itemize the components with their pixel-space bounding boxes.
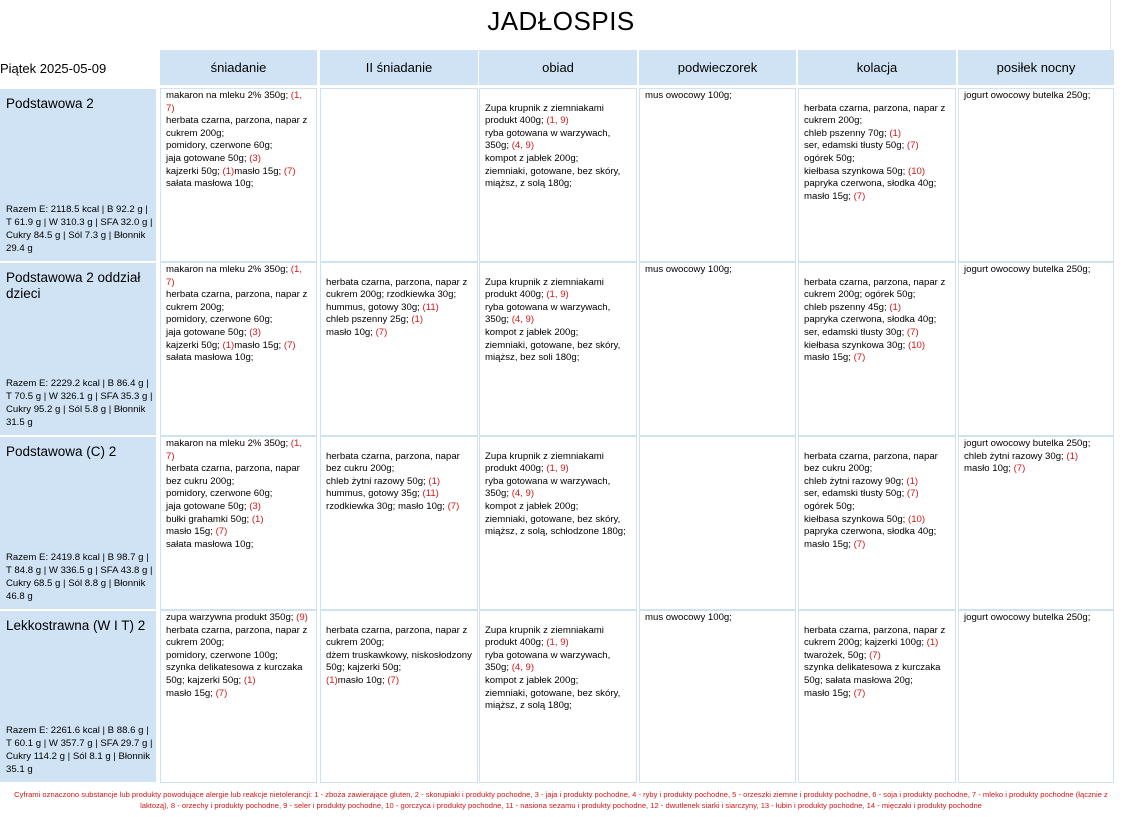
meal-cell-lunch [479,610,637,783]
meal-cell-lunch [479,436,637,610]
allergen-code: (1, 9) [546,463,569,475]
meal-cell-afternoon-snack [639,436,796,610]
meal-text: herbata czarna, parzona, napar z cukrem 200g; chleb pszenny 70g; (1) ser, edamski tłusty 50g; (7) ogórek 50g; kiełbasa szynkowa 50g; (10) papryka czerwona, słodka 40g; masło 15g; (7) [804,102,946,202]
meal-text: mus owocowy 100g; [645,90,732,101]
allergen-code: (7) [215,526,228,538]
diet-row-header [0,263,156,435]
meal-cell-dinner [798,88,956,262]
diet-row-header [0,437,156,609]
meal-text: makaron na mleku 2% 350g; (1, 7) herbata czarna, parzona, napar bez cukru 200g; pomidory, czerwone 60g; jaja gotowane 50g; (3) bułki grahamki 50g; (1) masło 15g; (7) sałata masłowa 10g; [166,438,302,550]
allergen-code: (4, 9) [511,662,535,674]
allergen-code: (1) [243,674,256,686]
allergen-code: (7) [853,352,866,364]
meal-cell-afternoon-snack [639,88,796,262]
page-title: JADŁOSPIS [487,6,635,36]
allergen-code: (1) [251,513,264,525]
meal-cell-night-meal [958,262,1114,436]
allergen-code: (1, 7) [166,264,302,288]
allergen-code: (1) [889,127,902,139]
allergen-code: (7) [869,649,881,661]
allergen-code: (1, 9) [546,637,569,649]
column-header-lunch: obiad [479,50,637,85]
meal-text: herbata czarna, parzona, napar z cukrem 200g; ogórek 50g; chleb pszenny 45g; (1) papryka czerwona, słodka 40g; ser, edamski tłusty 30g; (7) kiełbasa szynkowa 30g; (10) masło 15g; (7) [804,276,946,364]
nutrition-summary: Razem E: 2229.2 kcal | B 86.4 g | T 70.5 g | W 326.1 g | SFA 35.3 g | Cukry 95.2 g | Sól 5.8 g | Błonnik 31.5 g [6,378,153,428]
meal-cell-dinner [798,262,956,436]
meal-text: jogurt owocowy butelka 250g; [964,612,1091,623]
meal-text: mus owocowy 100g; [645,264,732,275]
meal-cell-second-breakfast [320,436,478,610]
divider [1110,0,1111,50]
meal-cell-dinner [798,436,956,610]
allergen-code: (1) [926,637,939,649]
allergen-code: (7) [906,326,919,338]
meal-cell-breakfast [160,436,317,610]
allergen-code: (1) [222,339,235,351]
allergen-code: (1, 7) [166,90,302,114]
meal-cell-second-breakfast [320,610,478,783]
meal-cell-lunch [479,88,637,262]
meal-cell-night-meal [958,88,1114,262]
allergen-code: (10) [908,165,926,177]
meal-cell-dinner [798,610,956,783]
column-header-afternoon-snack: podwieczorek [639,50,796,85]
meal-cell-afternoon-snack [639,610,796,783]
allergen-code: (7) [283,339,296,351]
allergen-code: (1, 9) [546,115,569,127]
allergen-code: (7) [853,190,866,202]
allergen-code: (3) [249,326,261,338]
meal-cell-breakfast [160,88,317,262]
allergen-code: (7) [283,165,296,177]
meal-cell-second-breakfast [320,262,478,436]
allergen-code: (7) [447,500,460,512]
meal-text: jogurt owocowy butelka 250g; [964,90,1091,101]
meal-cell-night-meal [958,610,1114,783]
meal-text: Zupa krupnik z ziemniakami produkt 400g; (1, 9) ryba gotowana w warzywach, 350g; (4, 9) kompot z jabłek 200g; ziemniaki, gotowane, bez skóry, miąższ, z solą 180g; [485,624,621,712]
allergen-code: (9) [296,612,308,623]
diet-name: Podstawowa 2 [6,96,94,111]
allergen-code: (3) [249,152,261,164]
allergen-code: (1) [428,475,441,487]
allergen-code: (11) [422,301,439,313]
allergen-code: (7) [387,674,400,686]
meal-text: Zupa krupnik z ziemniakami produkt 400g; (1, 9) ryba gotowana w warzywach, 350g; (4, 9) kompot z jabłek 200g; ziemniaki, gotowane, bez skóry, miąższ, bez soli 180g; [485,276,621,364]
allergen-code: (4, 9) [511,140,535,152]
column-header-second-breakfast: II śniadanie [320,50,478,85]
meal-text: Zupa krupnik z ziemniakami produkt 400g; (1, 9) ryba gotowana w warzywach, 350g; (4, 9) kompot z jabłek 200g; ziemniaki, gotowane, bez skóry, miąższ, z solą 180g; [485,102,621,190]
diet-name: Podstawowa 2 oddział dzieci [6,270,141,301]
meal-cell-lunch [479,262,637,436]
nutrition-summary: Razem E: 2261.6 kcal | B 88.6 g | T 60.1 g | W 357.7 g | SFA 29.7 g | Cukry 114.2 g | Sól 8.1 g | Błonnik 35.1 g [6,725,153,775]
allergen-code: (7) [853,538,866,550]
allergen-code: (4, 9) [511,314,535,326]
meal-cell-breakfast [160,610,317,783]
meal-text: herbata czarna, parzona, napar z cukrem 200g; dżem truskawkowy, niskosłodzony 50g; kajzerki 50g; (1)masło 10g; (7) [326,624,472,686]
allergen-footnote: Cyframi oznaczono substancje lub produkty powodujące alergie lub reakcje nietolerancji: 1 - zboża zawierające gluten, 2 - skorupiaki i produkty pochodne, 3 - jaja i produkty pochodne, 4 - ryby i produkty pochodne, 5 - orzeszki ziemne i produkty pochodne, 6 - soja i produkty pochodne, 7 - mleko i produkty pochodne (łącznie z laktozą), 8 - orzechy i produkty pochodne, 9 - seler i produkty pochodne, 10 - gorczyca i produkty pochodne, 11 - nasiona sezamu i produkty pochodne, 12 - dwutlenek siarki i siarczyny, 13 - łubin i produkty pochodne, 14 - mięczaki i produkty pochodne [14,790,1108,810]
allergen-code: (11) [422,488,439,500]
date-label: Piątek 2025-05-09 [0,61,107,76]
allergen-code: (1) [411,314,424,326]
diet-name: Podstawowa (C) 2 [6,444,117,459]
diet-row-header [0,611,156,782]
meal-text: zupa warzywna produkt 350g; (9) herbata czarna, parzona, napar z cukrem 200g; pomidory, czerwone 100g; szynka delikatesowa z kurczaka 50g; kajzerki 50g; (1) masło 15g; (7) [166,612,308,699]
allergen-code: (10) [908,339,926,351]
allergen-code: (1) [222,165,235,177]
meal-text: herbata czarna, parzona, napar bez cukru 200g; chleb żytni razowy 50g; (1) hummus, gotowy 35g; (11) rzodkiewka 30g; masło 10g; (7) [326,450,460,512]
allergen-code: (7) [1013,463,1026,475]
allergen-code: (7) [215,687,228,699]
meal-text: herbata czarna, parzona, napar z cukrem 200g; kajzerki 100g; (1) twarożek, 50g; (7) szynka delikatesowa z kurczaka 50g; sałata masłowa 20g; masło 15g; (7) [804,624,946,699]
meal-text: makaron na mleku 2% 350g; (1, 7) herbata czarna, parzona, napar z cukrem 200g; pomidory, czerwone 60g; jaja gotowane 50g; (3) kajzerki 50g; (1)masło 15g; (7) sałata masłowa 10g; [166,264,308,364]
allergen-code: (1) [1066,450,1079,462]
allergen-code: (7) [906,488,919,500]
meal-cell-night-meal [958,436,1114,610]
nutrition-summary: Razem E: 2118.5 kcal | B 92.2 g | T 61.9 g | W 310.3 g | SFA 32.0 g | Cukry 84.5 g | Sól 7.3 g | Błonnik 29.4 g [6,204,153,254]
meal-cell-second-breakfast [320,88,478,262]
meal-text: herbata czarna, parzona, napar bez cukru 200g; chleb żytni razowy 90g; (1) ser, edamski tłusty 50g; (7) ogórek 50g; kiełbasa szynkowa 50g; (10) papryka czerwona, słodka 40g; masło 15g; (7) [804,450,938,550]
allergen-code: (4, 9) [511,488,535,500]
nutrition-summary: Razem E: 2419.8 kcal | B 98.7 g | T 84.8 g | W 336.5 g | SFA 43.8 g | Cukry 68.5 g | Sól 8.8 g | Błonnik 46.8 g [6,552,153,602]
column-header-breakfast: śniadanie [160,50,317,85]
allergen-code: (1, 9) [546,289,569,301]
diet-name: Lekkostrawna (W I T) 2 [6,618,146,633]
meal-text: herbata czarna, parzona, napar z cukrem 200g; rzodkiewka 30g; hummus, gotowy 30g; (11) chleb pszenny 25g; (1) masło 10g; (7) [326,276,468,338]
meal-text: mus owocowy 100g; [645,612,732,623]
meal-cell-breakfast [160,262,317,436]
meal-text: jogurt owocowy butelka 250g; chleb żytni razowy 30g; (1) masło 10g; (7) [964,438,1091,475]
allergen-code: (7) [375,326,388,338]
meal-text: makaron na mleku 2% 350g; (1, 7) herbata czarna, parzona, napar z cukrem 200g; pomidory, czerwone 60g; jaja gotowane 50g; (3) kajzerki 50g; (1)masło 15g; (7) sałata masłowa 10g; [166,90,308,190]
allergen-code: (1, 7) [166,438,302,462]
meal-cell-afternoon-snack [639,262,796,436]
allergen-code: (1) [326,674,338,686]
diet-row-header [0,89,156,261]
meal-text: Zupa krupnik z ziemniakami produkt 400g; (1, 9) ryba gotowana w warzywach, 350g; (4, 9) kompot z jabłek 200g; ziemniaki, gotowane, bez skóry, miąższ, z solą, schłodzone 180g; [485,450,626,538]
allergen-code: (3) [249,500,261,512]
column-header-night-meal: posiłek nocny [958,50,1114,85]
allergen-code: (7) [906,140,919,152]
allergen-code: (1) [889,301,902,313]
meal-text: jogurt owocowy butelka 250g; [964,264,1091,275]
allergen-code: (7) [853,687,866,699]
allergen-code: (1) [906,475,919,487]
allergen-code: (10) [908,513,926,525]
column-header-dinner: kolacja [798,50,956,85]
